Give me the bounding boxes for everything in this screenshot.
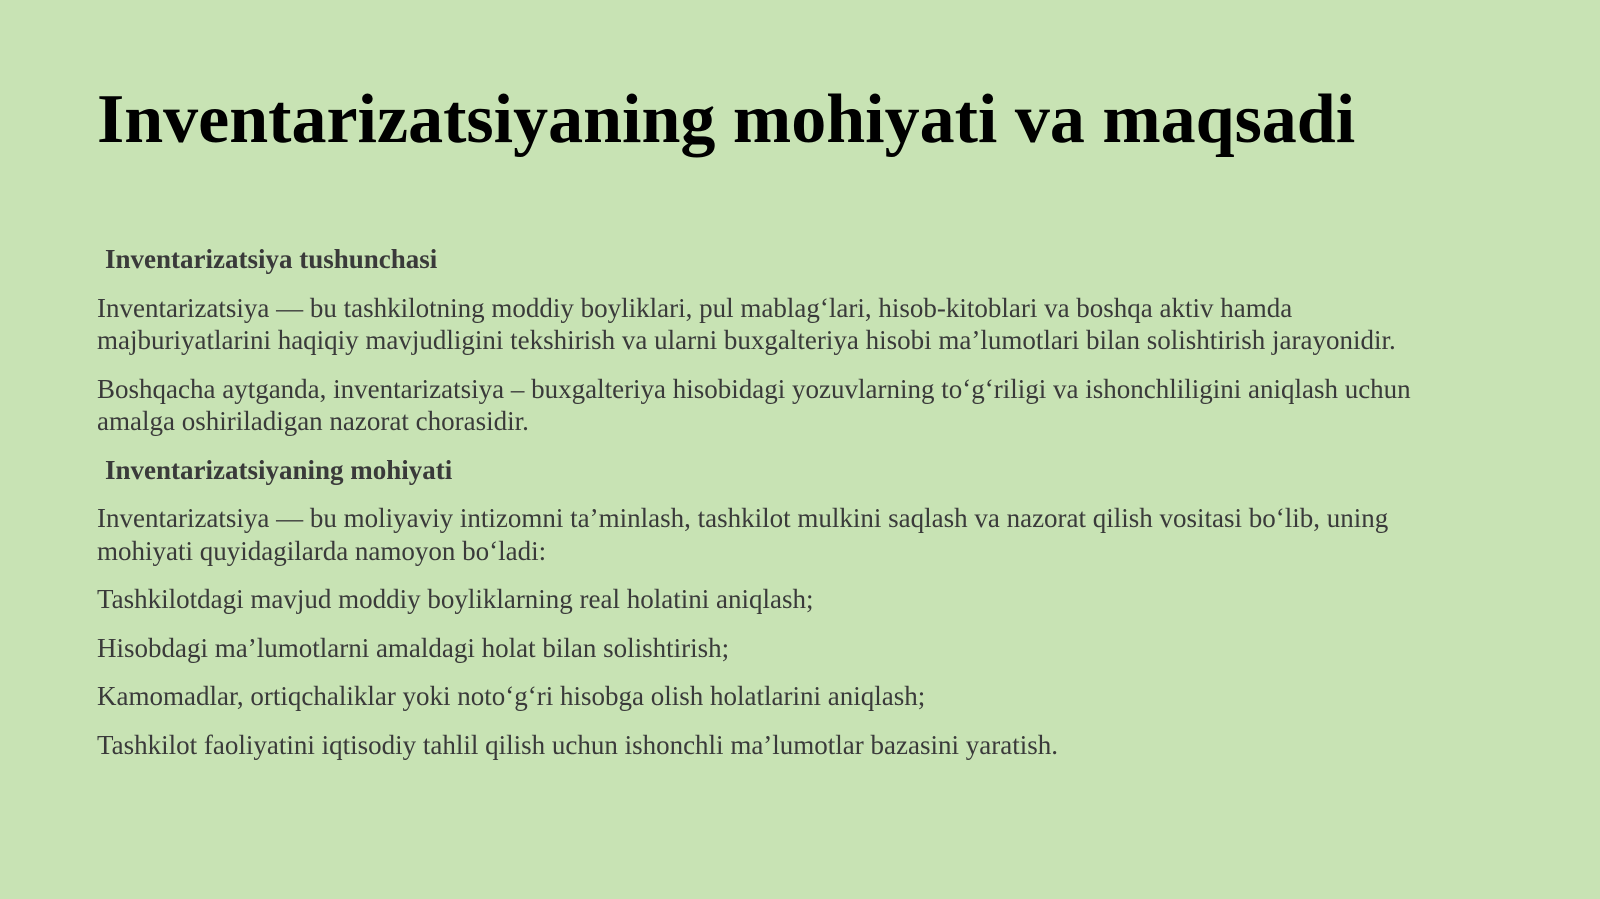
slide-title: Inventarizatsiyaning mohiyati va maqsadi	[97, 81, 1356, 158]
definition-paragraph: Inventarizatsiya — bu tashkilotning moddiy boyliklari, pul mablag‘lari, hisob-kitoblari va boshqa aktiv hamda majburiyatlarini haqiqiy mavjudligini tekshirish va ularni buxgalteriya hisobi ma’lumotlari bilan solishtirish jarayonidir.	[97, 292, 1396, 355]
slide-body	[97, 243, 1437, 777]
section-heading-tushunchasi: Inventarizatsiya tushunchasi	[105, 244, 438, 274]
alternative-definition-paragraph: Boshqacha aytganda, inventarizatsiya – buxgalteriya hisobidagi yozuvlarning to‘g‘riligi va ishonchliligini aniqlash uchun amalga oshiriladigan nazorat chorasidir.	[97, 373, 1411, 436]
list-item: Tashkilotdagi mavjud moddiy boyliklarning real holatini aniqlash;	[97, 584, 814, 614]
essence-intro-paragraph: Inventarizatsiya — bu moliyaviy intizomni ta’minlash, tashkilot mulkini saqlash va nazorat qilish vositasi bo‘lib, uning mohiyati quyidagilarda namoyon bo‘ladi:	[97, 503, 1389, 566]
list-item: Kamomadlar, ortiqchaliklar yoki noto‘g‘ri hisobga olish holatlarini aniqlash;	[97, 681, 926, 711]
section-heading-mohiyati: Inventarizatsiyaning mohiyati	[105, 454, 453, 485]
list-item: Hisobdagi ma’lumotlarni amaldagi holat bilan solishtirish;	[97, 632, 730, 663]
list-item: Tashkilot faoliyatini iqtisodiy tahlil qilish uchun ishonchli ma’lumotlar bazasini yaratish.	[97, 729, 1058, 760]
